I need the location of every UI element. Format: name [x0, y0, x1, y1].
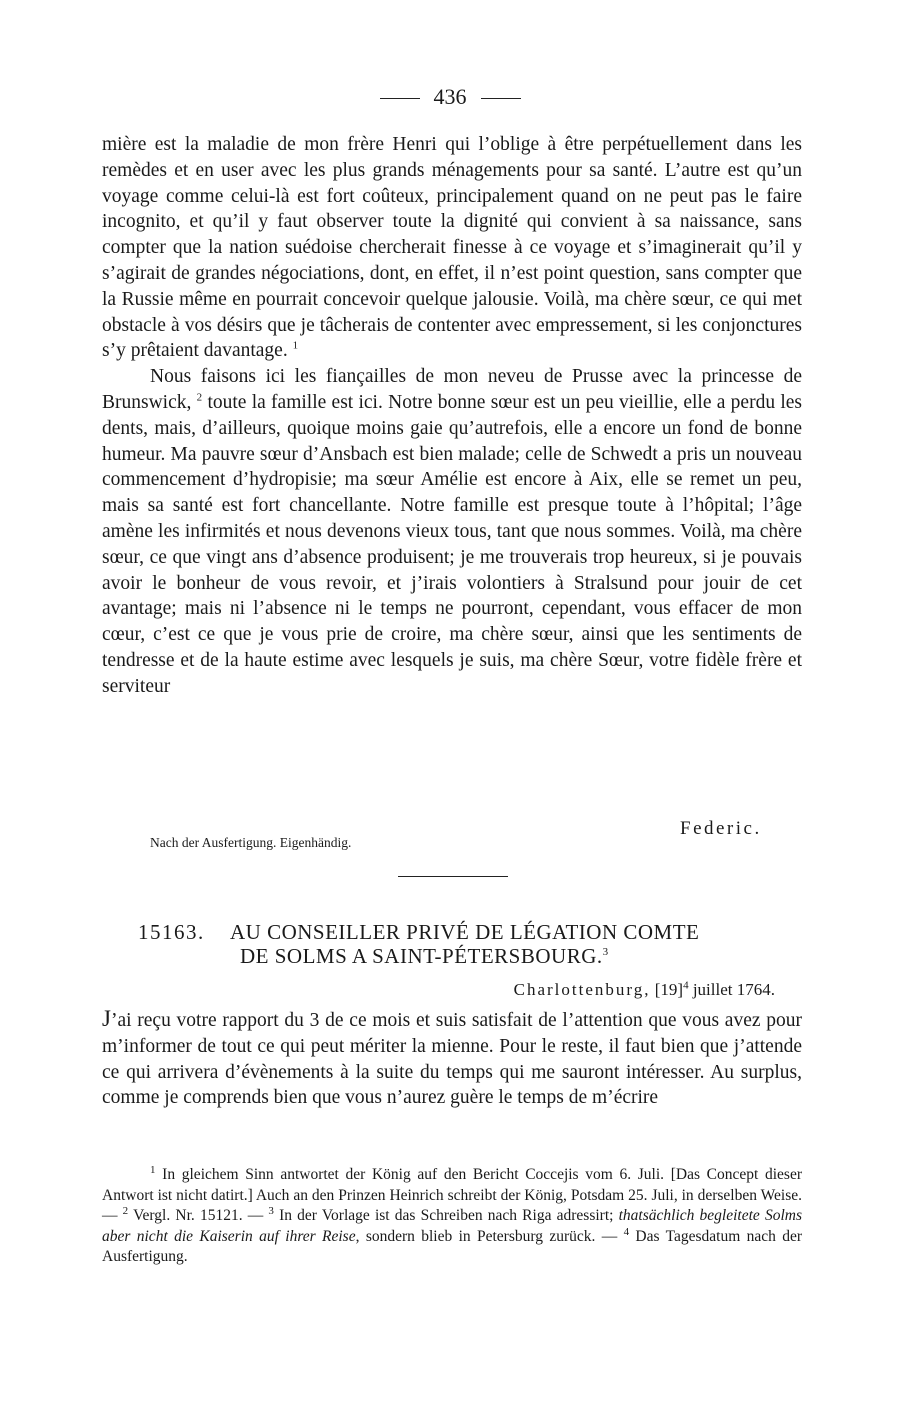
source-note: Nach der Ausfertigung. Eigenhändig.: [150, 835, 352, 850]
page-header: [0, 84, 900, 110]
document-number: 15163.: [138, 920, 205, 944]
footnote-mark: 4: [623, 1225, 630, 1238]
paragraph-text: mière est la maladie de mon frère Henri qui l’oblige à être perpétuellement dans les remèdes et en user avec les plus grands ménagements pour sa santé. L’autre est qu’un voyage comme celui-là est fort coûteux, principalement quand on ne peut pas le faire incognito, et qu’il y faut observer toute la dignité qui convient à sa naissance, sans compter que la nation suédoise chercherait finesse à ce voyage et s’imaginerait qu’il y s’agirait de grandes négociations, dont, en effet, il n’est point question, sans compter que la Russie même en pourrait concevoir quelque jalousie. Voilà, ma chère sœur, ce qui met obstacle à vos désirs que je tâcherais de contenter avec empressement, si les conjonctures s’y prêtaient davantage.: [102, 134, 802, 362]
footnote-text: , sondern blieb in Petersburg zurück. —: [355, 1227, 618, 1245]
letter-body: [102, 1006, 802, 1111]
footnote-mark: 2: [122, 1204, 129, 1217]
heading-line-2: [240, 944, 609, 968]
footnote-text-italic: thatsächlich begleitete Solms aber nicht die Kaiserin auf ihrer Reise: [102, 1207, 802, 1245]
footnote-mark: 3: [268, 1204, 274, 1217]
date-rest: juillet 1764.: [692, 980, 775, 999]
heading-line-1: AU CONSEILLER PRIVÉ DE LÉGATION COMTE: [230, 920, 700, 944]
page-number: 436: [433, 84, 467, 109]
signature: Federic.: [680, 818, 762, 839]
place: Charlottenburg,: [513, 980, 651, 999]
heading-line-2-text: DE SOLMS A SAINT-PÉTERSBOURG.: [240, 944, 603, 968]
paragraph-text: toute la famille est ici. Notre bonne sœur est un peu vieillie, elle a perdu les dents, mais, d’ailleurs, quoique moins gaie qu’autrefois, elle a encore un fond de bonne humeur. Ma pauvre sœur d’Ansbach est bien malade; celle de Schwedt a pris un nouveau commencement d’hydropisie; ma sœur Amélie est encore à Aix, elle se remet un peu, mais sa santé est fort chancellante. Notre famille est presque toute à l’hôpital; l’âge amène les infirmités et nous devenons vieux tous, tant que nous sommes. Voilà, ma chère sœur, ce que vingt ans d’absence produisent; je me trouverais trop heureux, si je pouvais avoir le bonheur de vous revoir, et j’irais volontiers à Stralsund pour jouir de cet avantage; mais ni l’absence ni le temps ne pourront, cependant, vous effacer de mon cœur, c’est ce que je vous prie de croire, ma chère sœur, ainsi que les sentiments de tendresse et de la haute estime avec lesquels je suis, ma chère Sœur, votre fidèle frère et serviteur: [102, 391, 803, 697]
footnote-ref: 3: [602, 946, 609, 958]
footnote-text: In gleichem Sinn antwortet der König auf den Bericht Coccejis vom 6. Juli. [Das Concept dieser Antwort ist nicht datirt.] Auch an den Prinzen Heinrich schreibt der König, Potsdam 25. Juli, in derselben Weise. —: [102, 1166, 802, 1224]
footnote-ref: 2: [196, 391, 203, 404]
footnote-block: [102, 1165, 802, 1268]
place-date: [514, 980, 775, 1000]
letter-text: ’ai reçu votre rapport du 3 de ce mois et suis satisfait de l’attention que vous avez pour m’informer de tout ce qui peut mériter la mienne. Pour le reste, il faut bien que j’attende ce qui arrivera d’évènements à la suite du temps qui me sauront intéresser. Au surplus, comme je comprends bien que vous n’aurez guère le temps de m’écrire: [102, 1010, 802, 1109]
footnotes: [102, 1165, 802, 1268]
section-divider: [398, 876, 508, 877]
paragraph-text: Nous faisons ici les fiançailles de mon neveu de Prusse avec la princesse de Brunswick,: [102, 366, 802, 413]
previous-letter-body: [102, 132, 802, 700]
paragraph: [102, 364, 802, 699]
paragraph: [102, 132, 802, 364]
left-dash: [380, 98, 420, 99]
initial-letter: J: [102, 1006, 111, 1031]
footnote-ref: 4: [683, 979, 689, 992]
footnote-ref: 1: [292, 339, 299, 352]
footnote-text: In der Vorlage ist das Schreiben nach Riga adressirt;: [279, 1207, 614, 1224]
date-day: [19]: [654, 980, 684, 999]
right-dash: [481, 98, 521, 99]
footnote-text: Das Tagesdatum nach der Ausfertigung.: [102, 1227, 802, 1265]
footnote-mark: 1: [150, 1163, 156, 1176]
footnote-text: Vergl. Nr. 15121. —: [133, 1207, 264, 1224]
